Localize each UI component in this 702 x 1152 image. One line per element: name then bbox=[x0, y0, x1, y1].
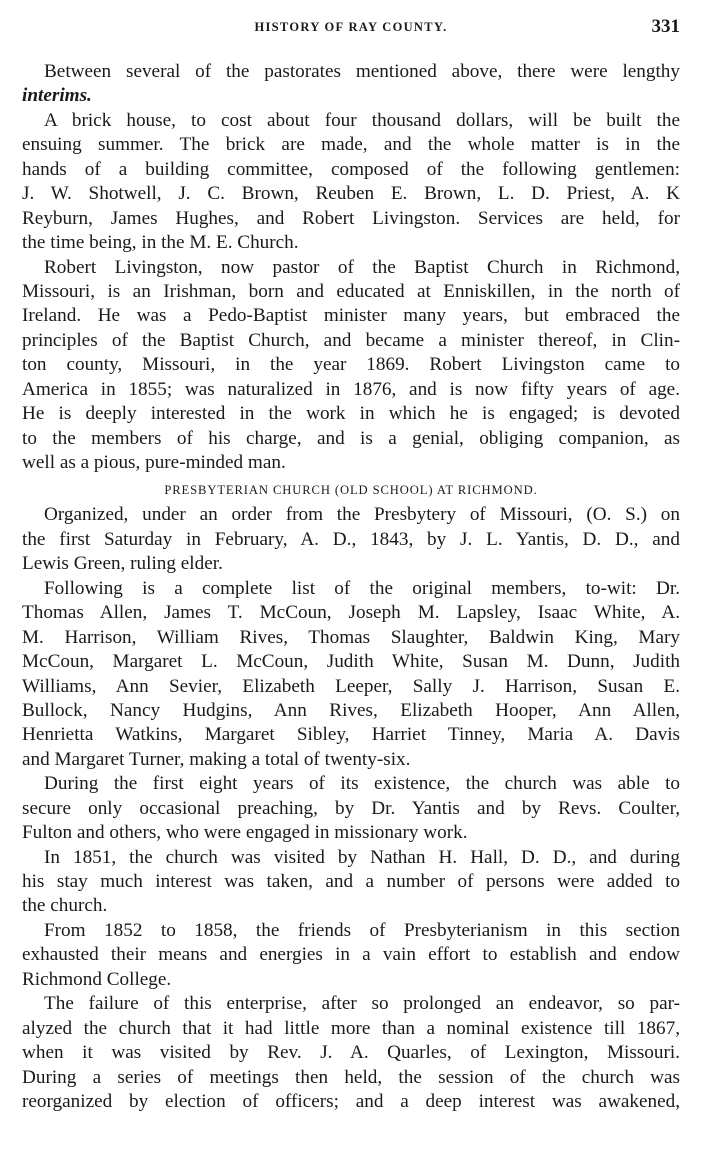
text-line: J. W. Shotwell, J. C. Brown, Reuben E. Brown, L. D. Priest, A. K bbox=[22, 183, 680, 205]
text-line: America in 1855; was naturalized in 1876, and is now fifty years of age. bbox=[22, 378, 680, 400]
text-line: Richmond College. bbox=[22, 968, 172, 990]
text-line: Following is a complete list of the original members, to-wit: Dr. bbox=[44, 577, 680, 599]
text-line: his stay much interest was taken, and a number of persons were added to bbox=[22, 871, 680, 892]
text-line: and Margaret Turner, making a total of twenty-six. bbox=[22, 748, 411, 770]
text-line: principles of the Baptist Church, and became a minister thereof, in Clin- bbox=[22, 329, 680, 351]
text-line: During the first eight years of its existence, the church was able to bbox=[44, 773, 680, 795]
paragraph bbox=[22, 503, 680, 576]
text-line: well as a pious, pure-minded man. bbox=[22, 452, 286, 473]
page-number: 331 bbox=[651, 16, 680, 37]
text-line: Robert Livingston, now pastor of the Baptist Church in Richmond, bbox=[44, 256, 680, 278]
text-line: From 1852 to 1858, the friends of Presbyterianism in this section bbox=[44, 919, 680, 941]
text-line: the church. bbox=[22, 895, 108, 917]
text-line: A brick house, to cost about four thousand dollars, will be built the bbox=[44, 109, 680, 131]
page-header bbox=[22, 14, 680, 42]
paragraph bbox=[22, 919, 680, 992]
text-line: exhausted their means and energies in a vain effort to establish and endow bbox=[22, 944, 680, 966]
text-line: to the members of his charge, and is a genial, obliging companion, as bbox=[22, 427, 680, 449]
text-line: He is deeply interested in the work in which he is engaged; is devoted bbox=[22, 403, 680, 425]
text-line: alyzed the church that it had little more than a nominal existence till 1867, bbox=[22, 1017, 680, 1039]
text-line: McCoun, Margaret L. McCoun, Judith White, Susan M. Dunn, Judith bbox=[22, 651, 680, 673]
text-line: the time being, in the M. E. Church. bbox=[22, 232, 299, 254]
text-line: secure only occasional preaching, by Dr. Yantis and by Revs. Coulter, bbox=[22, 797, 680, 819]
text-line: The failure of this enterprise, after so prolonged an endeavor, so par- bbox=[44, 993, 680, 1015]
text-line: M. Harrison, William Rives, Thomas Slaughter, Baldwin King, Mary bbox=[22, 626, 680, 648]
text-line: interims. bbox=[22, 85, 92, 107]
text-line: Williams, Ann Sevier, Elizabeth Leeper, Sally J. Harrison, Susan E. bbox=[22, 675, 680, 697]
paragraph bbox=[22, 577, 680, 773]
text-line: reorganized by election of officers; and a deep interest was awakened, bbox=[22, 1090, 680, 1112]
text-line: Ireland. He was a Pedo-Baptist minister many years, but embraced the bbox=[22, 305, 680, 327]
text-line: when it was visited by Rev. J. A. Quarles, of Lexington, Missouri. bbox=[22, 1042, 680, 1064]
paragraph bbox=[22, 60, 680, 109]
text-line: hands of a building committee, composed of the following gentlemen: bbox=[22, 158, 680, 180]
text-line: ton county, Missouri, in the year 1869. Robert Livingston came to bbox=[22, 354, 680, 376]
section-heading bbox=[22, 475, 680, 503]
text-line: Reyburn, James Hughes, and Robert Livingston. Services are held, for bbox=[22, 207, 680, 229]
paragraph bbox=[22, 992, 680, 1114]
paragraph bbox=[22, 846, 680, 919]
text-line: Organized, under an order from the Presbytery of Missouri, (O. S.) on bbox=[44, 504, 680, 526]
text-line: Between several of the pastorates mentioned above, there were lengthy bbox=[44, 61, 680, 82]
text-line: Lewis Green, ruling elder. bbox=[22, 553, 223, 575]
paragraph bbox=[22, 256, 680, 476]
text-line: Missouri, is an Irishman, born and educated at Enniskillen, in the north of bbox=[22, 280, 680, 302]
text-line: Henrietta Watkins, Margaret Sibley, Harriet Tinney, Maria A. Davis bbox=[22, 724, 680, 746]
text-line: During a series of meetings then held, the session of the church was bbox=[22, 1066, 680, 1088]
text-line: In 1851, the church was visited by Nathan H. Hall, D. D., and during bbox=[44, 846, 680, 868]
text-line: Thomas Allen, James T. McCoun, Joseph M. Lapsley, Isaac White, A. bbox=[22, 602, 680, 624]
text-line: Fulton and others, who were engaged in missionary work. bbox=[22, 822, 468, 844]
text-line: ensuing summer. The brick are made, and the whole matter is in the bbox=[22, 134, 680, 156]
paragraph bbox=[22, 772, 680, 845]
paragraph bbox=[22, 109, 680, 256]
text-line: Bullock, Nancy Hudgins, Ann Rives, Elizabeth Hooper, Ann Allen, bbox=[22, 699, 680, 721]
heading-text: PRESBYTERIAN CHURCH (OLD SCHOOL) AT RICHMOND. bbox=[164, 483, 538, 498]
page-body bbox=[22, 60, 680, 1114]
text-line: the first Saturday in February, A. D., 1843, by J. L. Yantis, D. D., and bbox=[22, 528, 680, 550]
running-title: HISTORY OF RAY COUNTY. bbox=[254, 20, 448, 34]
